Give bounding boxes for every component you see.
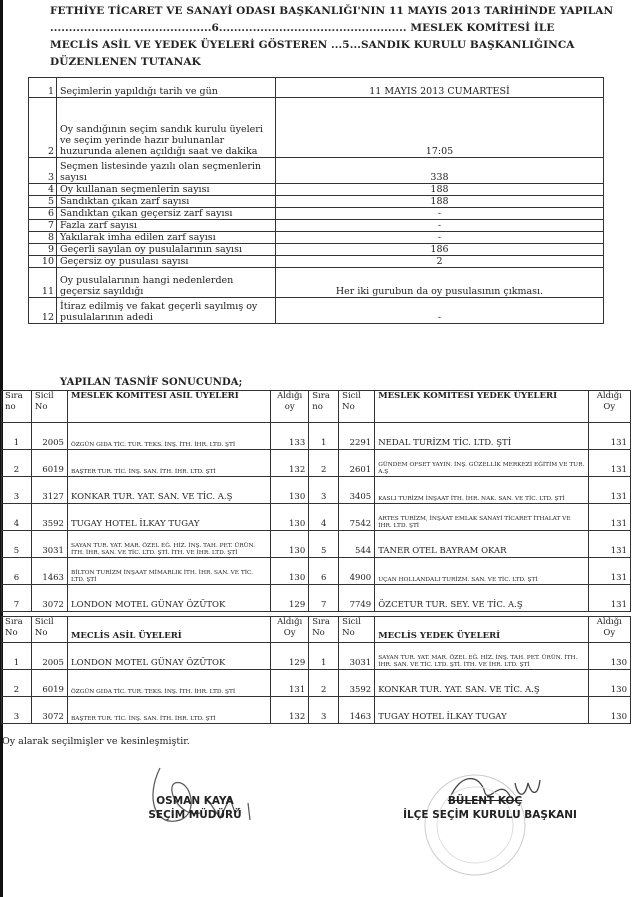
minutes-value: -: [276, 208, 604, 220]
sira-no-2: 4: [309, 504, 339, 531]
yedek-member-name: TANER OTEL BAYRAM OKAR: [375, 531, 588, 558]
closing-text: Oy alarak seçilmişler ve kesinleşmiştir.: [2, 736, 190, 747]
minutes-value: -: [276, 220, 604, 232]
asil-member-name: KONKAR TUR. YAT. SAN. VE TİC. A.Ş: [67, 477, 270, 504]
asil-member-name: TUGAY HOTEL İLKAY TUGAY: [67, 504, 270, 531]
col-sira: Sıra No: [2, 617, 32, 643]
sira-no: 2: [2, 450, 32, 477]
member-row: [2, 504, 631, 531]
yedek-votes: 131: [588, 504, 630, 531]
asil-member-name: SAYAN TUR. YAT. MAR. ÖZEL EĞ. HİZ. İNŞ. TAH. PET. ÜRÜN. İTH. İHR. SAN. VE TİC. LTD. ŞTİ. İTH. VE İHR. LTD. ŞTİ: [67, 531, 270, 558]
sicil-no-2: 2601: [339, 450, 375, 477]
col-aldigi-2: Aldığı Oy: [588, 617, 630, 643]
minutes-no: 8: [29, 232, 57, 244]
sicil-no: 1463: [31, 558, 67, 585]
sira-no-2: 2: [309, 450, 339, 477]
minutes-label: Geçersiz oy pusulası sayısı: [57, 256, 276, 268]
sicil-no-2: 544: [339, 531, 375, 558]
member-row: [2, 558, 631, 585]
asil-votes: 132: [271, 697, 309, 724]
sicil-no: 3072: [31, 697, 67, 724]
minutes-label: Oy kullanan seçmenlerin sayısı: [57, 184, 276, 196]
asil-member-name: BAŞTER TUR. TİC. İNŞ. SAN. İTH. İHR. LTD. ŞTİ: [67, 450, 270, 477]
minutes-no: 1: [29, 78, 57, 98]
sira-no: 7: [2, 585, 32, 612]
tasnif-title: YAPILAN TASNİF SONUCUNDA;: [60, 377, 243, 388]
col-sira: Sıra no: [2, 391, 32, 423]
yedek-member-name: ARTES TURİZM, İNŞAAT EMLAK SANAYİ TİCARET İTHALAT VE İHR. LTD. ŞTİ: [375, 504, 588, 531]
minutes-row: [29, 196, 604, 208]
yedek-member-name: GÜNDEM OFSET YAYIN. İNŞ. GÜZELLİK MERKEZİ EĞİTİM VE TUR. A.Ş: [375, 450, 588, 477]
sicil-no: 3592: [31, 504, 67, 531]
yedek-member-name: KASLI TURİZM İNŞAAT İTH. İHR. NAK. SAN. VE TİC. LTD. ŞTİ: [375, 477, 588, 504]
yedek-votes: 131: [588, 423, 630, 450]
col-sicil: Sicil No: [31, 391, 67, 423]
col-aldigi-2: Aldığı Oy: [588, 391, 630, 423]
sira-no-2: 1: [309, 423, 339, 450]
asil-member-name: LONDON MOTEL GÜNAY ÖZÜTOK: [67, 643, 270, 670]
asil-votes: 129: [271, 643, 309, 670]
minutes-value: Her iki gurubun da oy pusulasının çıkması.: [276, 268, 604, 298]
asil-votes: 129: [271, 585, 309, 612]
yedek-votes: 131: [588, 585, 630, 612]
col-yedek: MESLEK KOMİTESİ YEDEK ÜYELERİ: [375, 391, 588, 423]
asil-votes: 132: [271, 450, 309, 477]
member-row: [2, 585, 631, 612]
minutes-value: 186: [276, 244, 604, 256]
yedek-member-name: KONKAR TUR. YAT. SAN. VE TİC. A.Ş: [375, 670, 588, 697]
asil-votes: 130: [271, 531, 309, 558]
right-signatory-title: İLÇE SEÇİM KURULU BAŞKANI: [403, 809, 577, 821]
sira-no-2: 6: [309, 558, 339, 585]
sira-no: 6: [2, 558, 32, 585]
col-aldigi: Aldığı Oy: [271, 617, 309, 643]
sira-no: 3: [2, 697, 32, 724]
sicil-no-2: 3405: [339, 477, 375, 504]
yedek-member-name: ÖZCETUR TUR. SEY. VE TİC. A.Ş: [375, 585, 588, 612]
yedek-member-name: UÇAN HOLLANDALI TURİZM. SAN. VE TİC. LTD. ŞTİ: [375, 558, 588, 585]
col-asil: MECLİS ASİL ÜYELERİ: [67, 617, 270, 643]
header-line-1: FETHİYE TİCARET VE SANAYİ ODASI BAŞKANLIĞI'NIN 11 MAYIS 2013 TARİHİNDE YAPILAN: [50, 5, 614, 17]
sira-no: 5: [2, 531, 32, 558]
minutes-label: Oy sandığının seçim sandık kurulu üyeleri ve seçim yerinde hazır bulunanlar huzurunda alenen açıldığı saat ve dakika: [57, 98, 276, 158]
minutes-row: [29, 256, 604, 268]
minutes-label: Seçmen listesinde yazılı olan seçmenlerin sayısı: [57, 158, 276, 184]
col-sicil-2: Sicil No: [339, 391, 375, 423]
minutes-label: Geçerli sayılan oy pusulalarının sayısı: [57, 244, 276, 256]
col-sira-2: Sıra no: [309, 391, 339, 423]
yedek-votes: 131: [588, 477, 630, 504]
right-signatory-name: BÜLENT KOÇ: [447, 795, 523, 807]
sicil-no-2: 3592: [339, 670, 375, 697]
sira-no: 4: [2, 504, 32, 531]
yedek-votes: 131: [588, 531, 630, 558]
sira-no-2: 3: [309, 477, 339, 504]
sicil-no-2: 3031: [339, 643, 375, 670]
minutes-no: 4: [29, 184, 57, 196]
col-sira-2: Sıra No: [309, 617, 339, 643]
official-seal: [395, 770, 555, 880]
sicil-no: 6019: [31, 670, 67, 697]
minutes-label: Sandıktan çıkan zarf sayısı: [57, 196, 276, 208]
minutes-value: -: [276, 232, 604, 244]
asil-votes: 133: [271, 423, 309, 450]
asil-votes: 130: [271, 558, 309, 585]
committee-table: [1, 390, 631, 612]
minutes-no: 11: [29, 268, 57, 298]
minutes-no: 7: [29, 220, 57, 232]
minutes-row: [29, 232, 604, 244]
sicil-no-2: 7749: [339, 585, 375, 612]
sicil-no-2: 7542: [339, 504, 375, 531]
yedek-votes: 130: [588, 697, 630, 724]
sicil-no: 2005: [31, 643, 67, 670]
minutes-label: Sandıktan çıkan geçersiz zarf sayısı: [57, 208, 276, 220]
minutes-row: [29, 184, 604, 196]
col-sicil: Sicil No: [31, 617, 67, 643]
sicil-no: 3072: [31, 585, 67, 612]
member-row: [2, 423, 631, 450]
minutes-label: İtiraz edilmiş ve fakat geçerli sayılmış oy pusulalarının adedi: [57, 298, 276, 324]
sicil-no: 2005: [31, 423, 67, 450]
minutes-row: [29, 208, 604, 220]
asil-votes: 131: [271, 670, 309, 697]
minutes-no: 5: [29, 196, 57, 208]
sira-no-2: 3: [309, 697, 339, 724]
yedek-votes: 130: [588, 670, 630, 697]
sicil-no-2: 4900: [339, 558, 375, 585]
minutes-no: 12: [29, 298, 57, 324]
minutes-value: 188: [276, 184, 604, 196]
minutes-label: Seçimlerin yapıldığı tarih ve gün: [57, 78, 276, 98]
asil-votes: 130: [271, 477, 309, 504]
minutes-no: 10: [29, 256, 57, 268]
sira-no: 2: [2, 670, 32, 697]
yedek-votes: 131: [588, 450, 630, 477]
minutes-value: -: [276, 298, 604, 324]
left-signatory-title: SEÇİM MÜDÜRÜ: [148, 809, 242, 821]
sira-no-2: 1: [309, 643, 339, 670]
sicil-no: 3127: [31, 477, 67, 504]
minutes-row: [29, 268, 604, 298]
council-table: [1, 616, 631, 724]
header-line-3: MECLİS ASİL VE YEDEK ÜYELERİ GÖSTEREN ...5...SANDIK KURULU BAŞKANLIĞINCA: [50, 39, 575, 51]
member-row: [2, 450, 631, 477]
asil-member-name: LONDON MOTEL GÜNAY ÖZÜTOK: [67, 585, 270, 612]
col-sicil-2: Sicil No: [339, 617, 375, 643]
sira-no: 1: [2, 423, 32, 450]
member-row: [2, 477, 631, 504]
col-aldigi: Aldığı oy: [271, 391, 309, 423]
sicil-no: 3031: [31, 531, 67, 558]
member-row: [2, 670, 631, 697]
sicil-no-2: 1463: [339, 697, 375, 724]
yedek-member-name: SAYAN TUR. YAT. MAR. ÖZEL EĞ. HİZ. İNŞ. TAH. PET. ÜRÜN. İTH. İHR. SAN. VE TİC. LTD. ŞTİ. İTH. VE İHR. LTD. ŞTİ: [375, 643, 588, 670]
yedek-member-name: NEDAL TURİZM TİC. LTD. ŞTİ: [375, 423, 588, 450]
asil-member-name: BİLTON TURİZM İNŞAAT MİMARLIK İTH. İHR. SAN. VE TİC. LTD. ŞTİ: [67, 558, 270, 585]
member-row: [2, 531, 631, 558]
sira-no-2: 5: [309, 531, 339, 558]
sira-no-2: 7: [309, 585, 339, 612]
minutes-value: 17:05: [276, 98, 604, 158]
asil-member-name: BAŞTER TUR. TİC. İNŞ. SAN. İTH. İHR. LTD. ŞTİ: [67, 697, 270, 724]
member-row: [2, 697, 631, 724]
asil-votes: 130: [271, 504, 309, 531]
minutes-label: Fazla zarf sayısı: [57, 220, 276, 232]
sira-no: 1: [2, 643, 32, 670]
minutes-no: 9: [29, 244, 57, 256]
sicil-no-2: 2291: [339, 423, 375, 450]
left-signatory-name: OSMAN KAYA: [156, 795, 234, 807]
minutes-label: Oy pusulalarının hangi nedenlerden geçersiz sayıldığı: [57, 268, 276, 298]
col-asil: MESLEK KOMİTESİ ASİL ÜYELERİ: [67, 391, 270, 423]
minutes-row: [29, 78, 604, 98]
minutes-no: 6: [29, 208, 57, 220]
yedek-votes: 130: [588, 643, 630, 670]
minutes-no: 3: [29, 158, 57, 184]
minutes-row: [29, 220, 604, 232]
header-line-2: ...........................................6.................................................. MESLEK KOMİTESİ İLE: [50, 22, 555, 34]
minutes-no: 2: [29, 98, 57, 158]
minutes-row: [29, 298, 604, 324]
minutes-label: Yakılarak imha edilen zarf sayısı: [57, 232, 276, 244]
minutes-value: 338: [276, 158, 604, 184]
minutes-row: [29, 244, 604, 256]
minutes-row: [29, 98, 604, 158]
asil-member-name: ÖZGÜN GIDA TİC. TUR. TEKS. İNŞ. İTH. İHR. LTD. ŞTİ: [67, 670, 270, 697]
sira-no: 3: [2, 477, 32, 504]
minutes-value: 11 MAYIS 2013 CUMARTESİ: [276, 78, 604, 98]
sira-no-2: 2: [309, 670, 339, 697]
member-row: [2, 643, 631, 670]
yedek-member-name: TUGAY HOTEL İLKAY TUGAY: [375, 697, 588, 724]
sicil-no: 6019: [31, 450, 67, 477]
header-line-4: DÜZENLENEN TUTANAK: [50, 56, 201, 68]
col-yedek: MECLİS YEDEK ÜYELERİ: [375, 617, 588, 643]
yedek-votes: 131: [588, 558, 630, 585]
minutes-value: 2: [276, 256, 604, 268]
asil-member-name: ÖZGÜN GIDA TİC. TUR. TEKS. İNŞ. İTH. İHR. LTD. ŞTİ: [67, 423, 270, 450]
minutes-value: 188: [276, 196, 604, 208]
minutes-table: [28, 77, 604, 324]
minutes-row: [29, 158, 604, 184]
